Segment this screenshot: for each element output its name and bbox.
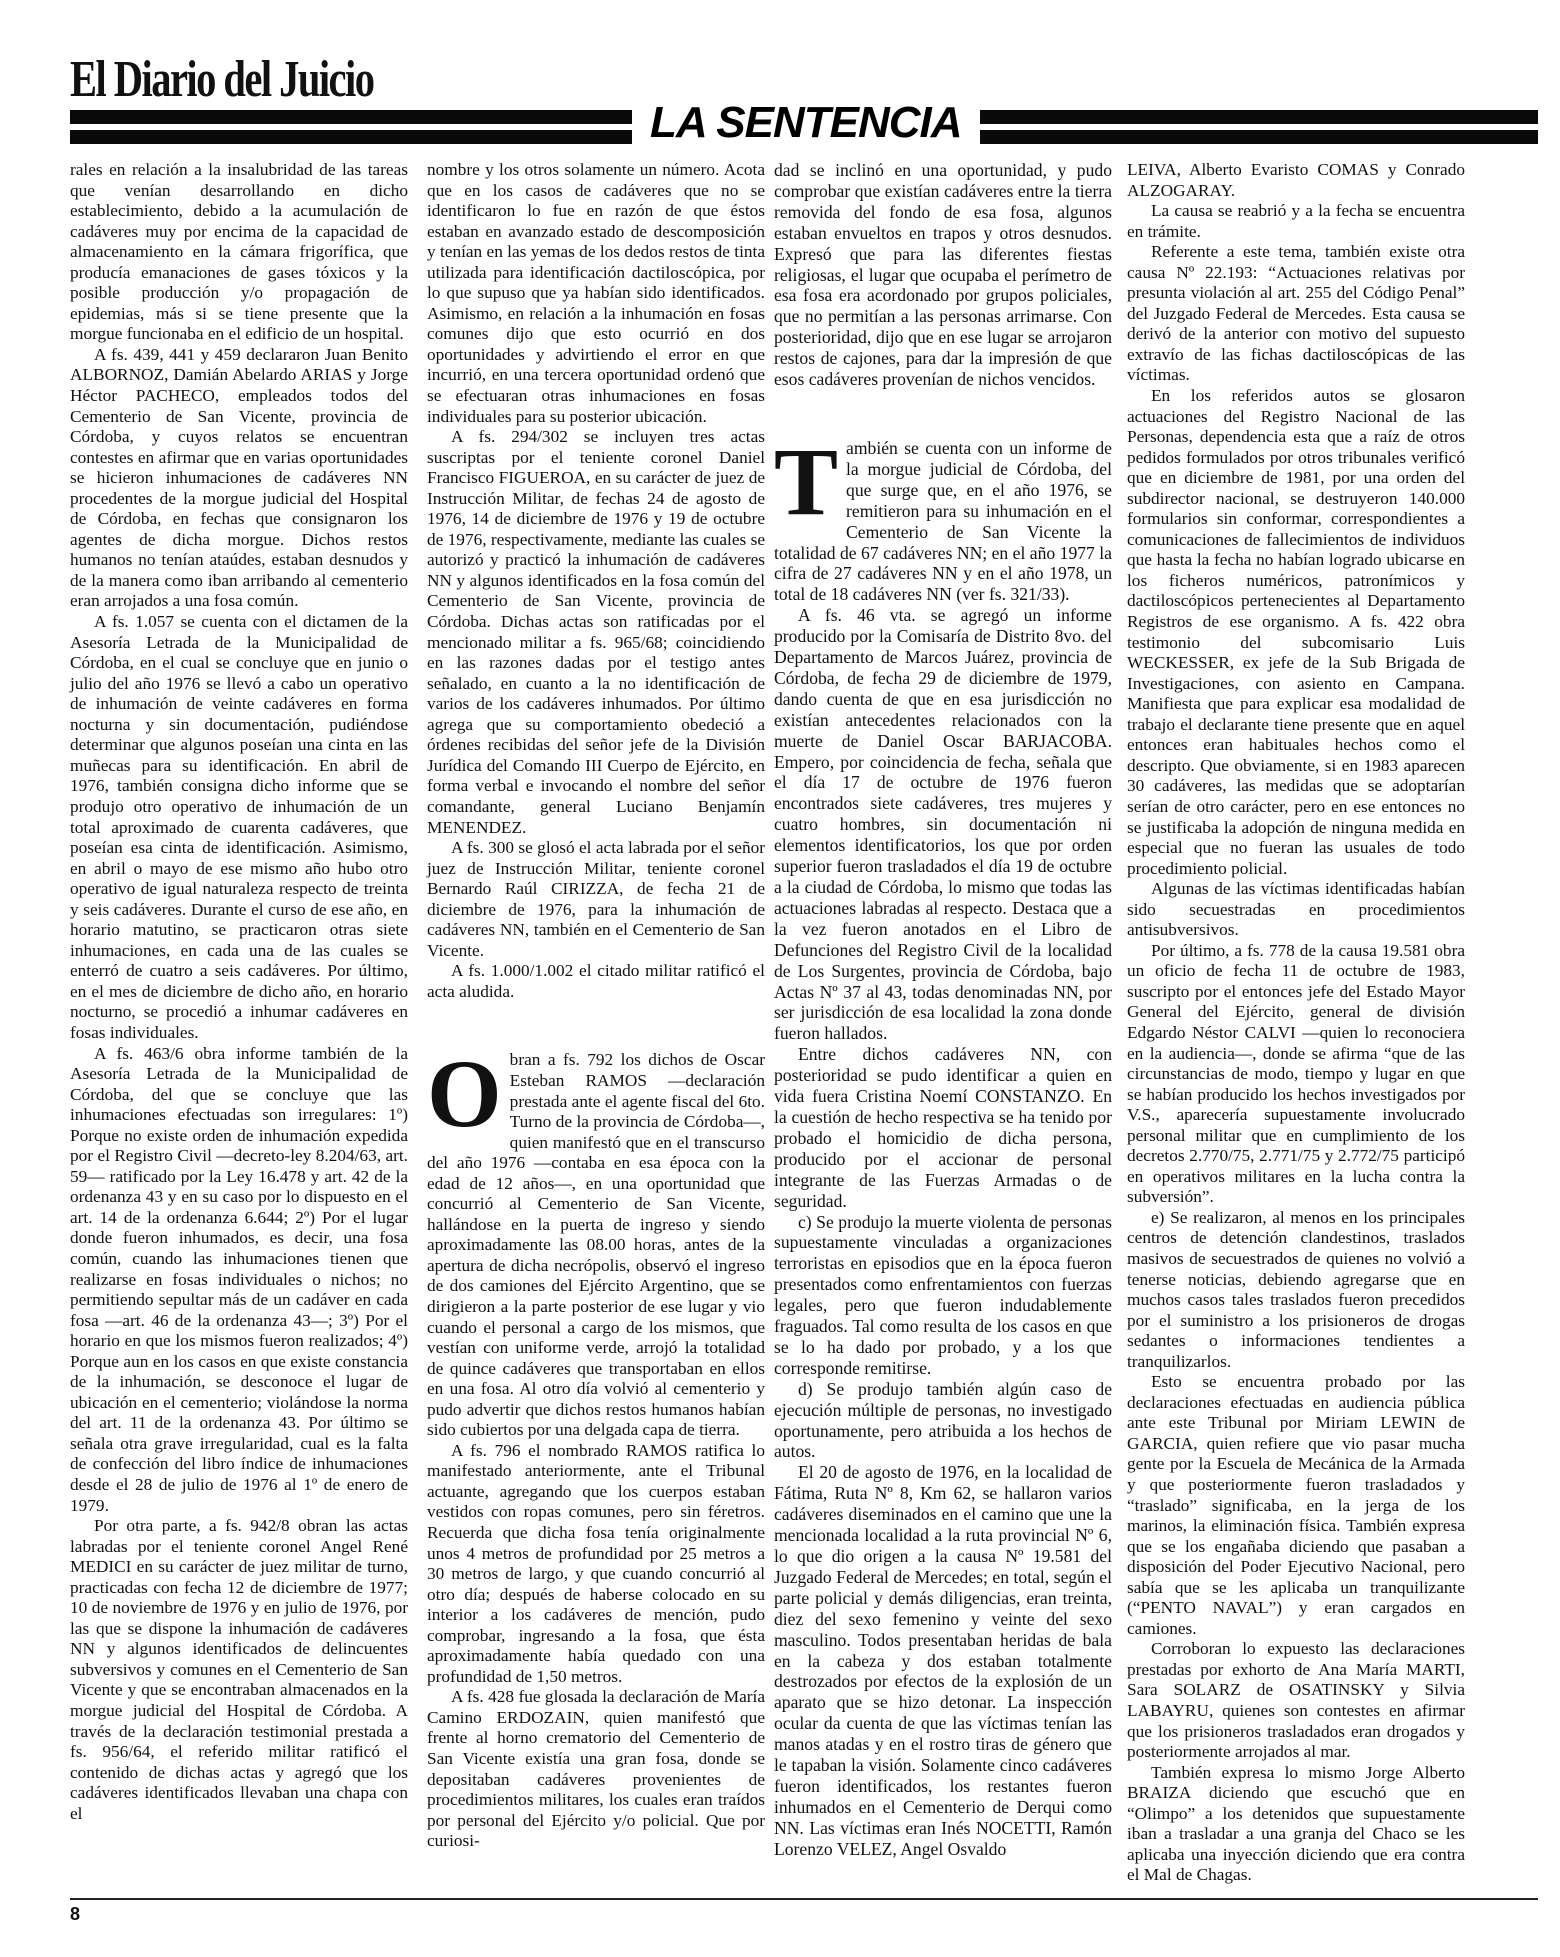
paragraph: En los referidos autos se glosaron actuaciones del Registro Nacional de las Personas, dependencia esta que a raíz de otros pedidos formulados por otros tribunales verificó que en diciembre de 1981, por una orden del subdirector nacional, se destruyeron 140.000 formularios sin conformar, correspondientes a comunicaciones de fallecimientos de individuos que hasta la fecha no habían logrado ubicarse en los ficheros numéricos, patronímicos y dactiloscópicos pertenecientes al Departamento Registros de ese organismo. A fs. 422 obra testimonio del subcomisario Luis WECKESSER, ex jefe de la Sub Brigada de Investigaciones, con asiento en Campana. Manifiesta que para explicar esa modalidad de trabajo el declarante tiene presente que en aquel entonces eran habituales hechos como el descripto. Que obviamente, si en 1983 aparecen 30 cadáveres, las medidas que se adoptarían serían de otro carácter, pero en ese entonces no se justificaba la adopción de ninguna medida en especial que no fueran las usuales de todo procedimiento policial. [1127,386,1465,878]
footer-rule [70,1898,1538,1900]
page-number: 8 [70,1904,81,1924]
paragraph: Por último, a fs. 778 de la causa 19.581 obra un oficio de fecha 11 de octubre de 1983, suscripto por el entonces jefe del Estado Mayor General del Ejército, general de división Edgardo Néstor CALVI —quien lo reconociera en la audiencia—, donde se afirma “que de las circunstancias de modo, tiempo y lugar en que se habían producido los hechos investigados por V.S., aparecería supuestamente involucrado personal militar que en cumplimiento de los decretos 2.770/75, 2.771/75 y 2.772/75 participó en operativos militares en la lucha contra la subversión”. [1127,940,1465,1207]
paragraph: A fs. 46 vta. se agregó un informe producido por la Comisaría de Distrito 8vo. del Departamento de Marcos Juárez, provincia de Córdoba, de fecha 29 de diciembre de 1979, dando cuenta de que en esa jurisdicción no existían antecedentes relacionados con la muerte de Daniel Oscar BARJACOBA. Empero, por coincidencia de fecha, señala que el día 17 de octubre de 1976 fueron encontrados siete cadáveres, tres mujeres y cuatro hombres, sin documentación ni elementos identificatorios, los que por orden superior fueron trasladados el día 19 de octubre a la ciudad de Córdoba, lo mismo que todas las actuaciones labradas al respecto. Destaca que a la vez fueron anotados en el Libro de Defunciones del Registro Civil de la localidad de Los Surgentes, provincia de Córdoba, bajo Actas Nº 37 al 43, todas denominadas NN, por ser jurisdicción de esa localidad la zona donde fueron hallados. [774,605,1112,1044]
paragraph: Entre dichos cadáveres NN, con posterioridad se pudo identificar a quien en vida fuera Cristina Noemí CONSTANZO. En la cuestión de hecho respectiva se ha tenido por probado el homicidio de dicha persona, producido por el accionar de personal integrante de las Fuerzas Armadas o de seguridad. [774,1044,1112,1211]
paragraph: A fs. 1.057 se cuenta con el dictamen de la Asesoría Letrada de la Municipalidad de Córdoba, en el cual se concluye que en junio o julio del año 1976 se llevó a cabo un operativo de inhumación de veinte cadáveres en forma nocturna y sin documentación, pudiéndose determinar que algunos poseían una cinta en las muñecas para su identificación. En abril de 1976, también consigna dicho informe que se produjo otro operativo de inhumación de un total aproximado de cuarenta cadáveres, que poseían esa cinta de identificación. Asimismo, en abril o mayo de ese mismo año hubo otro operativo de igual naturaleza respecto de treinta y seis cadáveres. Durante el curso de ese año, en horario matutino, se practicaron otras siete inhumaciones, en cada una de las cuales se enterró de cuatro a seis cadáveres. Por último, en el mes de diciembre de dicho año, en horario nocturno, se procedió a inhumar cadáveres en fosas individuales. [70,612,408,1042]
drop-cap-paragraph [774,427,1112,605]
column-2 [427,160,765,1852]
paragraph: Algunas de las víctimas identificadas habían sido secuestradas en procedimientos antisubversivos. [1127,879,1465,940]
paragraph: Por otra parte, a fs. 942/8 obran las actas labradas por el teniente coronel Angel René MEDICI en su carácter de juez militar de turno, practicadas con fecha 12 de diciembre de 1977; 10 de noviembre de 1976 y en julio de 1976, por las que se dispone la inhumación de cadáveres NN y algunos identificados de delincuentes subversivos y comunes en el Cementerio de San Vicente y que se encontraban almacenados en la morgue judicial del Hospital de Córdoba. A través de la declaración testimonial prestada a fs. 956/64, el referido militar ratificó el contenido de dichas actas y agregó que los cadáveres identificados llevaban una chapa con el [70,1516,408,1823]
paragraph: c) Se produjo la muerte violenta de personas supuestamente vinculadas a organizaciones terroristas en episodios que en la época fueron presentados como enfrentamientos con fuerzas legales, pero que fueron indudablemente fraguados. Tal como resulta de los casos en que se lo ha dado por probado, y a los que corresponde remitirse. [774,1211,1112,1378]
paragraph: Esto se encuentra probado por las declaraciones efectuadas en audiencia pública ante este Tribunal por Miriam LEWIN de GARCIA, quien refiere que vio pasar mucha gente por la Escuela de Mecánica de la Armada y que posteriormente fueron trasladados y “traslado” significaba, en la jerga de los marinos, la eliminación física. También expresa que se los engañaba diciendo que pasaban a disposición del Poder Ejecutivo Nacional, pero sabía que se les aplicaba un tranquilizante (“PENTO NAVAL”) y eran cargados en camiones. [1127,1372,1465,1638]
paragraph: dad se inclinó en una oportunidad, y pudo comprobar que existían cadáveres entre la tierra removida del fondo de esa fosa, algunos estaban envueltos en trapos y otros desnudos. Expresó que para las diferentes fiestas religiosas, el lugar que ocupaba el perímetro de esa fosa era acordonado por grupos policiales, que no permitían a las personas arrimarse. Con posterioridad, dijo que en ese lugar se arrojaron restos de cajones, para dar la impresión de que esos cadáveres provenían de nichos vencidos. [774,160,1112,390]
paragraph: A fs. 439, 441 y 459 declararon Juan Benito ALBORNOZ, Damián Abelardo ARIAS y Jorge Héctor PACHECO, empleados todos del Cementerio de San Vicente, provincia de Córdoba, y cuyos relatos se encuentran contestes en afirmar que en varias oportunidades se hicieron inhumaciones de cadáveres NN procedentes de la morgue judicial del Hospital de Córdoba, en fechas que consignaron los agentes de dicha morgue. Dichos restos humanos no tenían ataúdes, estaban desnudos y de la manera como iban arribando al cementerio eran arrojados a una fosa común. [70,344,408,611]
column-1 [70,160,408,1824]
masthead-title: El Diario del Juicio [70,51,374,108]
paragraph-text: bran a fs. 792 los dichos de Oscar Esteban RAMOS —declaración prestada ante el agente fiscal del 6to. Turno de la provincia de Córdoba—, quien manifestó que en el transcurso del año 1976 —contaba en esa época con la edad de 12 años—, en una oportunidad que concurrió al Cementerio de San Vicente, hallándose en la puerta de ingreso y siendo aproximadamente las 08.00 horas, antes de la apertura de dicha necrópolis, observó el ingreso de dos camiones del Ejército Argentino, que se dirigieron a la parte posterior de ese lugar y vio cuando el personal a cargo de los mismos, que vestían con uniforme verde, arrojó la totalidad de quince cadáveres que transportaban en ellos en una fosa. Al otro día volvió al cementerio y pudo advertir que dichos restos humanos habían sido cubiertos por una delgada capa de tierra. [427,1050,765,1440]
paragraph: d) Se produjo también algún caso de ejecución múltiple de personas, no investigado oportunamente, pero atribuida a los hechos de autos. [774,1378,1112,1462]
paragraph: Referente a este tema, también existe otra causa Nº 22.193: “Actuaciones relativas por presunta violación al art. 255 del Código Penal” del Juzgado Federal de Mercedes. Esta causa se derivó de la anterior con motivo del supuesto extravío de las fichas dactiloscópicas de las víctimas. [1127,242,1465,385]
paragraph: A fs. 1.000/1.002 el citado militar ratificó el acta aludida. [427,961,765,1001]
paragraph: A fs. 294/302 se incluyen tres actas suscriptas por el teniente coronel Daniel Francisco FIGUEROA, en su carácter de juez de Instrucción Militar, de fechas 24 de agosto de 1976, 14 de diciembre de 1976 y 19 de octubre de 1976, respectivamente, mediante las cuales se autorizó y practicó la inhumación de cadáveres NN y algunos identificados en la fosa común del Cementerio de San Vicente, provincia de Córdoba. Dichas actas son ratificadas por el mencionado militar a fs. 965/68; coincidiendo en las razones dadas por el testigo antes señalado, en cuanto a la no identificación de varios de los cadáveres inhumados. Por último agrega que su comportamiento obedeció a órdenes recibidas del señor jefe de la División Jurídica del Comando III Cuerpo de Ejército, en forma verbal e invocando el nombre del señor comandante, general Luciano Benjamín MENENDEZ. [427,427,765,837]
drop-cap-paragraph [427,1040,765,1440]
paragraph: A fs. 300 se glosó el acta labrada por el señor juez de Instrucción Militar, teniente coronel Bernardo Raúl CIRIZZA, de fecha 21 de diciembre de 1976, para la inhumación de cadáveres NN, también en el Cementerio de San Vicente. [427,838,765,960]
paragraph: LEIVA, Alberto Evaristo COMAS y Conrado ALZOGARAY. [1127,160,1465,200]
paragraph: e) Se realizaron, al menos en los principales centros de detención clandestinos, traslados masivos de secuestrados de quienes no volvió a tenerse noticias, debiendo agregarse que en muchos casos tales traslados fueron precedidos por el suministro a los prisioneros de drogas sedantes o informaciones tendientes a tranquilizarlos. [1127,1207,1465,1371]
paragraph: Corroboran lo expuesto las declaraciones prestadas por exhorto de Ana María MARTI, Sara SOLARZ de OSATINSKY y Silvia LABAYRU, quienes son contestes en afirmar que los prisioneros trasladados eran drogados y posteriormente arrojados al mar. [1127,1639,1465,1762]
paragraph: nombre y los otros solamente un número. Acota que en los casos de cadáveres que no se identificaron lo fue en razón de que éstos estaban en avanzado estado de descomposición y tenían en las yemas de los dedos restos de tinta utilizada para identificación dactiloscópica, por lo que supuso que ya habían sido identificados. Asimismo, en relación a la inhumación en fosas comunes dijo que esto ocurrió en dos oportunidades y advirtiendo el error en que incurrió, en una tercera oportunidad ordenó que se efectuaran otras inhumaciones en fosas individuales para su posterior ubicación. [427,160,765,426]
paragraph: A fs. 428 fue glosada la declaración de María Camino ERDOZAIN, quien manifestó que frente al horno crematorio del Cementerio de San Vicente existía una gran fosa, donde se depositaban cadáveres provenientes de procedimientos militares, los cuales eran traídos por personal del Ejército y/o policial. Que por curiosi- [427,1687,765,1851]
drop-cap: O [427,1040,502,1148]
drop-cap: T [774,427,839,535]
column-3 [774,160,1112,1860]
column-4 [1127,160,1465,1886]
paragraph: rales en relación a la insalubridad de las tareas que venían desarrollando en dicho establecimiento, debido a la acumulación de cadáveres muy por encima de la capacidad de almacenamiento en la cámara frigorífica, que producía emanaciones de gases tóxicos y la posible producción y/o propagación de epidemias, más si se tiene presente que la morgue funcionaba en el edificio de un hospital. [70,160,408,344]
paragraph: La causa se reabrió y a la fecha se encuentra en trámite. [1127,201,1465,241]
paragraph: A fs. 463/6 obra informe también de la Asesoría Letrada de la Municipalidad de Córdoba, del que se concluye que las inhumaciones efectuadas son irregulares: 1º) Porque no existe orden de inhumación expedida por el Registro Civil —decreto-ley 8.204/63, art. 59— ratificado por la Ley 16.478 y art. 42 de la ordenanza 43 y en su caso por lo dispuesto en el art. 14 de la ordenanza 6.644; 2º) Por el lugar donde fueron inhumados, es decir, una fosa común, cuando las inhumaciones tienen que realizarse en fosas individuales o nichos; no permitiendo sepultar más de un cadáver en cada fosa —art. 46 de la ordenanza 43—; 3º) Por el horario en que los mismos fueron realizados; 4º) Porque aun en los casos en que existe constancia de la inhumación, se desconoce el lugar de ubicación en el cementerio; violándose la norma del art. 11 de la ordenanza 43. Por último se señala otra grave irregularidad, cual es la falta de confección del libro índice de inhumaciones desde el 28 de julio de 1976 al 1º de enero de 1979. [70,1043,408,1515]
paragraph: A fs. 796 el nombrado RAMOS ratifica lo manifestado anteriormente, ante el Tribunal actuante, agregando que los cuerpos estaban vestidos con ropas comunes, pero sin féretros. Recuerda que dicha fosa tenía originalmente unos 4 metros de profundidad por 25 metros a 30 metros de largo, y que cuando concurrió al otro día; después de haberse colocado en su interior a los cadáveres de mención, pudo comprobar, ingresando a la fosa, que ésta aproximadamente había quedado con una profundidad de 1,50 metros. [427,1440,765,1686]
paragraph-text: ambién se cuenta con un informe de la morgue judicial de Córdoba, del que surge que, en el año 1976, se remitieron para su inhumación en el Cementerio de San Vicente la totalidad de 67 cadáveres NN; en el año 1977 la cifra de 27 cadáveres NN y en el año 1978, un total de 18 cadáveres NN (ver fs. 321/33). [774,437,1112,605]
section-title: LA SENTENCIA [632,100,980,146]
paragraph: También expresa lo mismo Jorge Alberto BRAIZA diciendo que escuchó que en “Olimpo” a los detenidos que supuestamente iban a trasladar a una granja del Chaco se les aplicaba una inyección diciendo que era contra el Mal de Chagas. [1127,1762,1465,1885]
paragraph: El 20 de agosto de 1976, en la localidad de Fátima, Ruta Nº 8, Km 62, se hallaron varios cadáveres diseminados en el camino que une la mencionada localidad a la ruta provincial Nº 6, lo que dio origen a la causa Nº 19.581 del Juzgado Federal de Mercedes; en total, según el parte policial y demás diligencias, eran treinta, diez del sexo femenino y veinte del sexo masculino. Todos presentaban heridas de bala en la cabeza y dos estaban totalmente destrozados por efectos de la explosión de un aparato que se hizo detonar. La inspección ocular da cuenta de que las víctimas tenían las manos atadas y en el rostro tiras de género que le tapaban la visión. Solamente cinco cadáveres fueron identificados, los restantes fueron inhumados en el Cementerio de Derqui como NN. Las víctimas eran Inés NOCETTI, Ramón Lorenzo VELEZ, Angel Osvaldo [774,1462,1112,1859]
